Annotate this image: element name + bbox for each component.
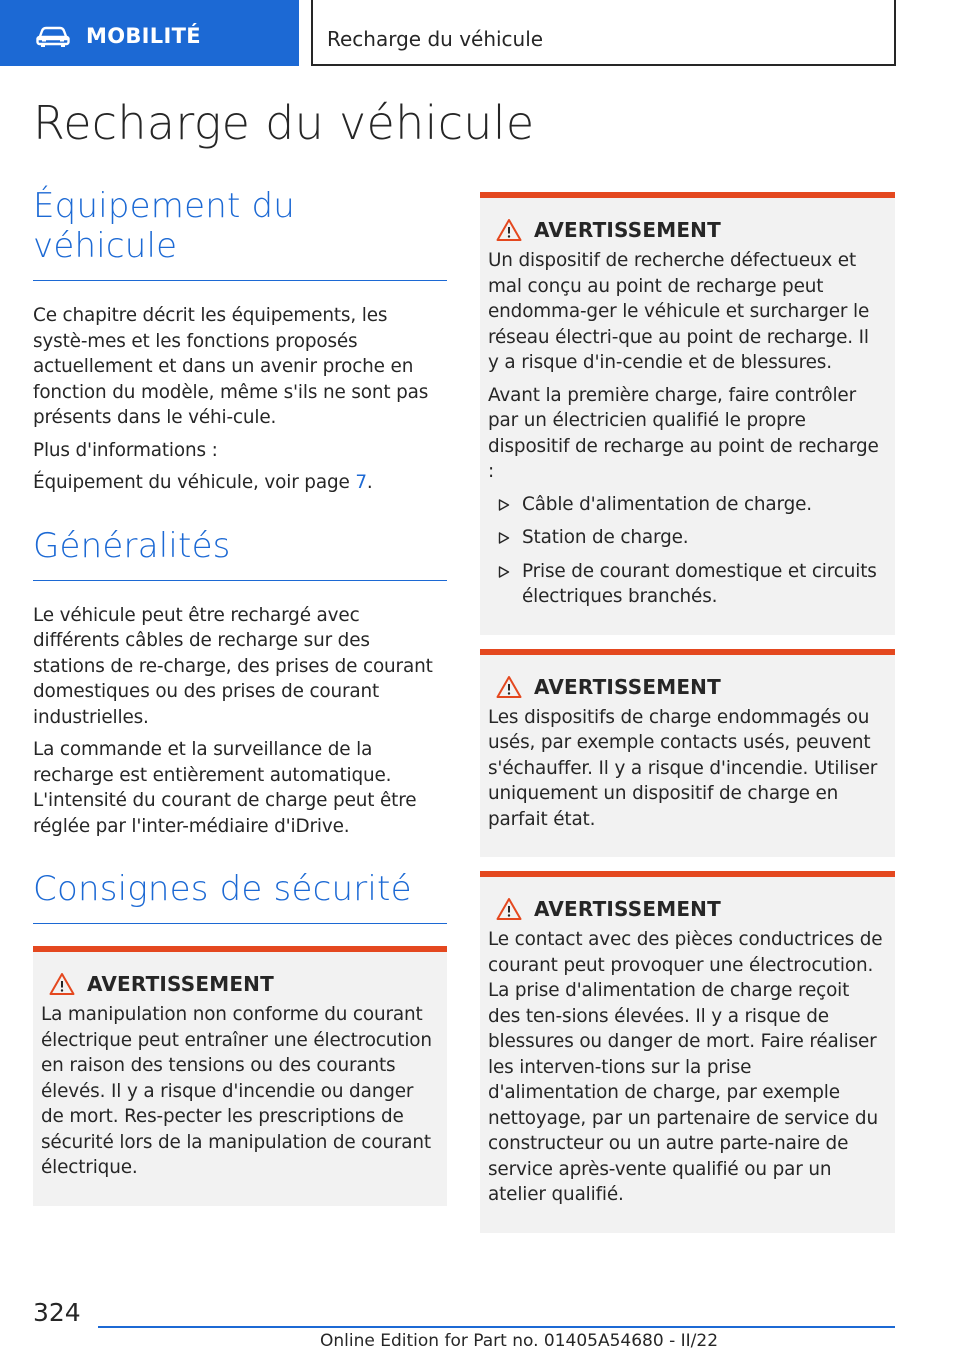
- triangle-bullet-icon: [488, 559, 522, 610]
- warning-header: [488, 218, 885, 242]
- list-item: [488, 559, 885, 610]
- warning-text: Avant la première charge, faire contrôler par un électricien qualifié le propre dispositif de recharge au point de recharge :: [488, 384, 879, 482]
- warning-title: AVERTISSEMENT: [534, 218, 721, 242]
- warning-box: [480, 192, 895, 635]
- heading-generalites: Généralités: [33, 526, 447, 581]
- warning-title: AVERTISSEMENT: [534, 674, 721, 699]
- breadcrumb: [311, 0, 896, 66]
- warning-text: Les dispositifs de charge endommagés ou usés, par exemple contacts usés, peuvent s'échauffer. Il y a risque d'incendie. Utiliser uniquement un dispositif de charge en parfait état.: [488, 706, 878, 830]
- warning-triangle-icon: [49, 972, 75, 996]
- section-equipement: [33, 186, 447, 496]
- list-item-text: Câble d'alimentation de charge.: [522, 493, 813, 515]
- list-item-text: Prise de courant domestique et circuits électriques branchés.: [522, 560, 877, 607]
- triangle-bullet-icon: [488, 525, 522, 552]
- section-generalites: [33, 526, 447, 840]
- header-section-tab[interactable]: [0, 0, 299, 66]
- warning-text: Le contact avec des pièces conductrices de courant peut provoquer une électrocution. La prise d'alimentation de charge reçoit des ten-sions élevées. Il y a risque de blessures ou danger de mort. Faire réaliser les interven-tions sur la prise d'alimentation de charge, par exemple nettoyage, par un partenaire de service du constructeur ou un autre parte-naire de service après-vente qualifié ou par un atelier qualifié.: [488, 929, 883, 1205]
- footer-divider: [98, 1326, 895, 1328]
- warning-header: [488, 675, 885, 699]
- car-icon: [36, 26, 70, 48]
- left-column: [33, 186, 447, 1236]
- list-item-text: Station de charge.: [522, 527, 689, 548]
- paragraph: Le véhicule peut être rechargé avec différents câbles de recharge sur des stations de re-charge, des prises de courant domestiques ou des prises de courant industrielles.: [33, 604, 433, 728]
- page-link[interactable]: 7: [355, 472, 367, 493]
- reference-text: Équipement du véhicule, voir page: [33, 472, 356, 493]
- warning-box: [480, 871, 895, 1233]
- warning-header: [488, 897, 885, 921]
- warning-box: [33, 946, 447, 1206]
- warning-triangle-icon: [496, 218, 522, 242]
- paragraph-reference: [33, 470, 447, 496]
- header-section-label: MOBILITÉ: [86, 24, 201, 48]
- paragraph: Plus d'informations :: [33, 439, 218, 461]
- right-column: [480, 192, 895, 1247]
- warning-triangle-icon: [496, 897, 522, 921]
- warning-box: [480, 649, 895, 858]
- warning-title: AVERTISSEMENT: [87, 972, 274, 996]
- warning-text: La manipulation non conforme du courant électrique peut entraîner une électrocution en raison des tensions ou des courants élevés. Il y a risque d'incendie ou danger de mort. Res-pecter les prescriptions de sécurité lors de la manipulation de courant électrique.: [41, 1004, 432, 1178]
- breadcrumb-label: Recharge du véhicule: [327, 27, 544, 51]
- section-consignes: [33, 869, 447, 1206]
- warning-text: Un dispositif de recherche défectueux et mal conçu au point de recharge peut endomma-ger le véhicule et surcharger le réseau électri-que au point de recharge. Il y a risque d'in-cendie et de blessures.: [488, 250, 870, 373]
- page-title: Recharge du véhicule: [33, 96, 535, 150]
- page-number: 324: [33, 1298, 81, 1327]
- triangle-bullet-icon: [488, 492, 522, 519]
- warning-triangle-icon: [496, 675, 522, 699]
- warning-header: [41, 972, 437, 996]
- warning-title: AVERTISSEMENT: [534, 897, 721, 921]
- heading-consignes: Consignes de sécurité: [33, 869, 447, 924]
- paragraph: Ce chapitre décrit les équipements, les systè-mes et les fonctions proposés actuellement et dans un avenir proche en fonction du modèle, même s'ils ne sont pas présents dans le véhi-cule.: [33, 305, 429, 428]
- reference-suffix: .: [366, 472, 373, 493]
- bullet-list: [488, 492, 885, 610]
- heading-equipement: Équipement du véhicule: [33, 186, 447, 281]
- list-item: [488, 525, 885, 552]
- list-item: [488, 492, 885, 519]
- paragraph: La commande et la surveillance de la recharge est entièrement automatique. L'intensité du courant de charge peut être réglée par l'inter-médiaire d'iDrive.: [33, 739, 417, 837]
- footer-edition: Online Edition for Part no. 01405A54680 - II/22: [320, 1331, 719, 1351]
